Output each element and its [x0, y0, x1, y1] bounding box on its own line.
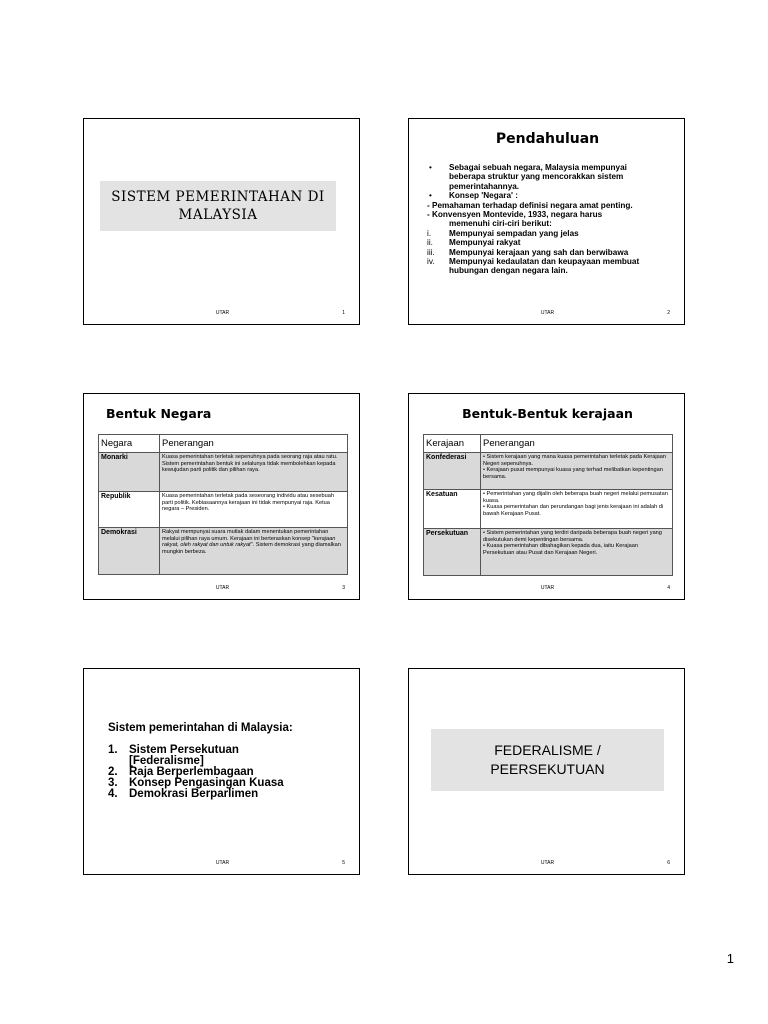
- roman-mark: ii.: [427, 238, 433, 248]
- dash-item: [427, 201, 677, 210]
- roman-mark: iii.: [427, 247, 435, 257]
- page-number: 1: [726, 951, 734, 966]
- table-row: [99, 492, 348, 528]
- slide-4-number: 4: [667, 585, 670, 591]
- table-row: [424, 529, 673, 576]
- list-number: 4.: [108, 788, 118, 800]
- roman-item: [427, 238, 677, 247]
- slide-1-number: 1: [342, 310, 345, 316]
- slide-3: [83, 393, 360, 600]
- roman-text: Mempunyai sempadan yang jelas: [449, 228, 579, 238]
- slide-1-title-box: [100, 181, 336, 231]
- list-item: [108, 789, 284, 800]
- slide-5-heading: Sistem pemerintahan di Malaysia:: [108, 722, 293, 734]
- bullet-item: [427, 163, 677, 191]
- slide-4-footer-label: UTAR: [540, 585, 555, 591]
- slide-1-footer-label: UTAR: [215, 310, 230, 316]
- value-point: • Kuasa pemerintahan dibahagikan kepada dua, iaitu Kerajaan Persekutuan atau Pusat dan Kerajaan Negeri.: [483, 543, 638, 556]
- list-number: 1.: [108, 744, 118, 756]
- roman-mark: i.: [427, 228, 432, 238]
- table-row: [99, 453, 348, 492]
- table-row: [424, 453, 673, 490]
- list-text: Demokrasi Berparlimen: [129, 788, 259, 800]
- slide-1: [83, 118, 360, 325]
- table-header: Negara: [99, 435, 160, 453]
- table-cell-value: [160, 528, 348, 575]
- table-cell-value: [481, 453, 673, 490]
- slide-3-footer-label: UTAR: [215, 585, 230, 591]
- slide-6-footer-label: UTAR: [540, 860, 555, 866]
- slide-2: [408, 118, 685, 325]
- dash-text: - Konvensyen Montevide, 1933, negara harus: [427, 210, 603, 220]
- value-point: • Kerajaan pusat mempunyai kuasa yang terhad melibatkan kepentingan bersama.: [483, 467, 663, 480]
- table-cell-value: Kuasa pemerintahan terletak sepenuhnya pada seorang raja atau ratu. Sistem pemerintahan bentuk ini selalunya tidak membolehkan kepada kewujudan parti politik dan pilihan raya.: [160, 453, 348, 492]
- bullet-text-line: pemerintahannya.: [449, 181, 520, 191]
- bullet-mark: •: [429, 191, 432, 201]
- roman-text: hubungan dengan negara lain.: [449, 266, 568, 276]
- roman-item: [427, 229, 677, 238]
- table-cell-key: Demokrasi: [99, 528, 160, 575]
- slide-1-title-line-2: MALAYSIA: [178, 207, 258, 223]
- value-point: • Sistem pemerintahan yang terdiri daripada beberapa buah negeri yang disekutukan demi kepentingan bersama.: [483, 530, 662, 543]
- table-row: [99, 528, 348, 575]
- slide-3-number: 3: [342, 585, 345, 591]
- slide-2-body: [427, 163, 677, 276]
- table-header: Penerangan: [160, 435, 348, 453]
- value-point: • Sistem kerajaan yang mana kuasa pemerintahan terletak pada Kerajaan Negeri sepenuhnya.: [483, 454, 666, 467]
- slide-6: [408, 668, 685, 875]
- bentuk-negara-table: [98, 434, 348, 575]
- slide-5: [83, 668, 360, 875]
- slide-2-title: Pendahuluan: [495, 131, 600, 147]
- table-cell-value: [481, 490, 673, 529]
- bullet-text-line: beberapa struktur yang mencorakkan sistem: [449, 172, 624, 182]
- slide-2-number: 2: [667, 310, 670, 316]
- roman-text: Mempunyai kerajaan yang sah dan berwibawa: [449, 247, 629, 257]
- value-text-italic: kerajaan rakyat, oleh rakyat dan untuk rakyat: [162, 535, 336, 549]
- dash-text-continued: memenuhi ciri-ciri berikut:: [449, 219, 552, 229]
- table-cell-value: Kuasa pemerintahan terletak pada seseorang individu atau sesebuah parti politik. Kebiasaannya kerajaan ini tidak mempunyai raja. Ketua negara – Presiden.: [160, 492, 348, 528]
- list-text: Konsep Pengasingan Kuasa: [129, 777, 284, 789]
- dash-item: [427, 210, 677, 229]
- list-number: 2.: [108, 766, 118, 778]
- value-point: • Kuasa pemerintahan dan perundangan bagi jenis kerajaan ini adalah di bawah Kerajaan Pusat.: [483, 504, 664, 517]
- slide-5-list: [108, 745, 284, 800]
- table-cell-value: [481, 529, 673, 576]
- roman-text: Mempunyai rakyat: [449, 238, 521, 248]
- value-text: ". Sistem demokrasi yang diamalkan mungkin berbeza.: [162, 542, 341, 555]
- slide-2-footer-label: UTAR: [540, 310, 555, 316]
- slide-3-title: Bentuk Negara: [106, 406, 212, 421]
- table-cell-key: Monarki: [99, 453, 160, 492]
- roman-mark: iv.: [427, 257, 435, 267]
- table-cell-key: Persekutuan: [424, 529, 481, 576]
- table-header: Penerangan: [481, 435, 673, 453]
- bentuk-kerajaan-table: [423, 434, 673, 576]
- value-text: Rakyat mempunyai suara mutlak dalam menentukan pemerintahan melalui pilihan raya umum. Kerajaan ini berteraskan konsep ": [162, 529, 329, 542]
- table-row: [424, 490, 673, 529]
- list-text: Sistem Persekutuan: [129, 744, 239, 756]
- table-cell-key: Republik: [99, 492, 160, 528]
- slide-6-title-line-1: FEDERALISME /: [494, 742, 601, 758]
- roman-item: [427, 257, 677, 276]
- list-number: 3.: [108, 777, 118, 789]
- list-text: Raja Berperlembagaan: [129, 766, 254, 778]
- table-cell-key: Kesatuan: [424, 490, 481, 529]
- slide-5-number: 5: [342, 860, 345, 866]
- slide-6-number: 6: [667, 860, 670, 866]
- slide-4-title: Bentuk-Bentuk kerajaan: [462, 406, 633, 421]
- table-cell-key: Konfederasi: [424, 453, 481, 490]
- roman-text: Mempunyai kedaulatan dan keupayaan membuat: [449, 257, 640, 267]
- roman-item: [427, 248, 677, 257]
- bullet-text-line: Konsep 'Negara' :: [449, 191, 518, 201]
- slide-1-title-line-1: SISTEM PEMERINTAHAN DI: [111, 189, 325, 205]
- bullet-text-line: Sebagai sebuah negara, Malaysia mempunyai: [449, 163, 627, 172]
- slide-6-title-box: [431, 729, 664, 791]
- slide-6-title-line-2: PEERSEKUTUAN: [490, 761, 605, 777]
- value-point: • Pemerintahan yang dijalin oleh beberapa buah negeri melalui pemusatan kuasa.: [483, 491, 668, 504]
- bullet-item: [427, 191, 677, 200]
- slide-4: [408, 393, 685, 600]
- bullet-mark: •: [429, 163, 432, 172]
- table-header: Kerajaan: [424, 435, 481, 453]
- list-item: [108, 745, 284, 767]
- slide-5-footer-label: UTAR: [215, 860, 230, 866]
- dash-text: - Pemahaman terhadap definisi negara amat penting.: [427, 200, 633, 210]
- list-text: [Federalisme]: [129, 755, 204, 767]
